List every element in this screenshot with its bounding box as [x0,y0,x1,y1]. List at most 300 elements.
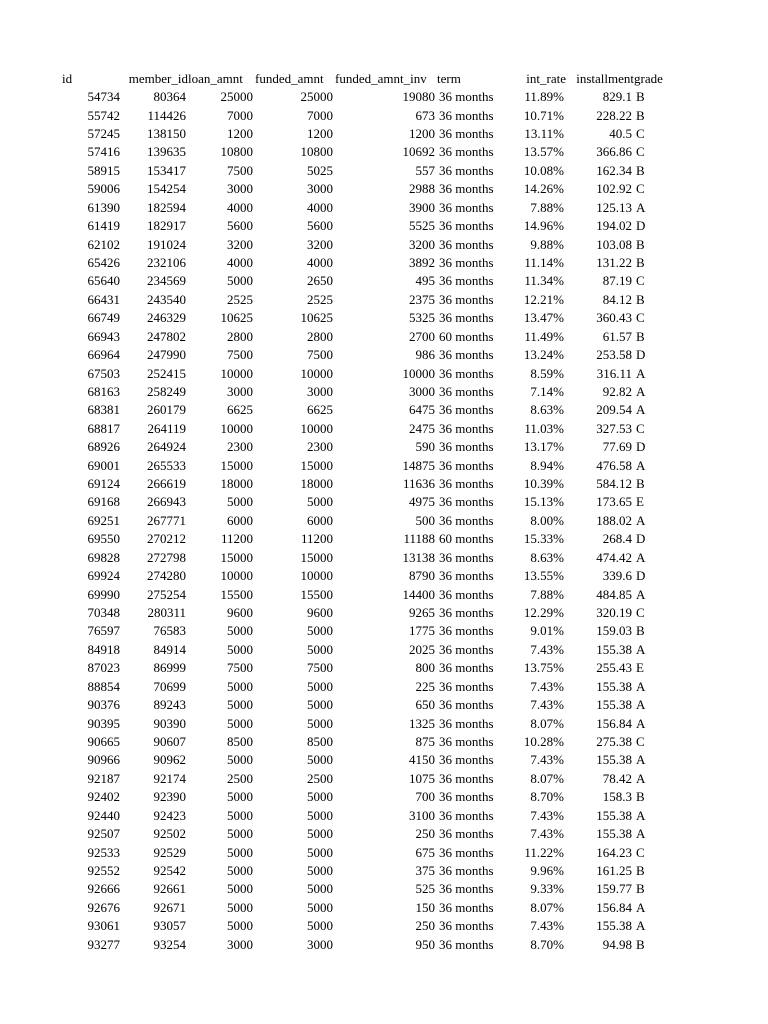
cell-funded-amnt: 11200 [300,531,333,547]
cell-int-rate: 11.34% [524,273,564,289]
cell-grade: C [636,144,645,160]
cell-term: 36 months [439,89,494,105]
table-row [62,364,670,382]
cell-installment: 84.12 [602,291,632,307]
cell-funded-amnt: 25000 [300,89,333,105]
cell-funded-amnt: 5000 [307,826,333,842]
cell-installment: 155.38 [596,826,632,842]
cell-id: 90376 [87,697,120,713]
cell-funded-amnt: 5000 [307,807,333,823]
cell-int-rate: 13.75% [523,660,564,676]
cell-grade: B [636,291,645,307]
cell-loan-amnt: 5000 [227,715,253,731]
cell-funded-amnt-inv: 2375 [409,291,435,307]
cell-int-rate: 7.14% [530,383,564,399]
cell-installment: 584.12 [596,476,632,492]
cell-id: 92666 [87,881,120,897]
cell-funded-amnt-inv: 225 [415,678,435,694]
cell-funded-amnt-inv: 10692 [402,144,435,160]
table-row [62,125,670,143]
cell-loan-amnt: 5000 [227,862,253,878]
cell-grade: B [636,236,645,252]
table-row [62,659,670,677]
cell-installment: 158.3 [602,789,632,805]
cell-funded-amnt: 2500 [307,770,333,786]
cell-grade: B [636,107,645,123]
table-row [62,309,670,327]
cell-funded-amnt-inv: 1200 [409,126,435,142]
table-row [62,825,670,843]
cell-id: 55742 [87,107,120,123]
cell-loan-amnt: 5000 [227,623,253,639]
cell-member-id: 92671 [153,899,186,915]
cell-member-id: 182917 [147,218,186,234]
cell-term: 36 months [439,144,494,160]
cell-member-id: 92542 [153,862,186,878]
cell-loan-amnt: 4000 [227,199,253,215]
cell-installment: 155.38 [596,807,632,823]
cell-member-id: 272798 [147,549,186,565]
table-row [62,622,670,640]
cell-installment: 159.77 [596,881,632,897]
cell-funded-amnt: 7500 [307,347,333,363]
cell-member-id: 247990 [147,347,186,363]
cell-int-rate: 8.07% [530,715,564,731]
cell-funded-amnt-inv: 250 [415,826,435,842]
cell-funded-amnt: 9600 [307,605,333,621]
table-row [62,180,670,198]
table-row [62,493,670,511]
cell-installment: 484.85 [596,586,632,602]
cell-id: 90395 [87,715,120,731]
cell-funded-amnt-inv: 590 [415,439,435,455]
cell-id: 84918 [87,641,120,657]
cell-funded-amnt-inv: 495 [415,273,435,289]
cell-installment: 40.5 [609,126,632,142]
cell-id: 58915 [87,162,120,178]
cell-funded-amnt: 5000 [307,678,333,694]
cell-grade: B [636,162,645,178]
cell-funded-amnt: 15000 [300,457,333,473]
cell-member-id: 252415 [147,365,186,381]
cell-funded-amnt-inv: 557 [415,162,435,178]
cell-member-id: 191024 [147,236,186,252]
cell-member-id: 90390 [153,715,186,731]
cell-installment: 155.38 [596,697,632,713]
cell-member-id: 92529 [153,844,186,860]
cell-funded-amnt: 7500 [307,660,333,676]
header-member-id: member_id [128,71,188,86]
table-row [62,751,670,769]
header-funded-amnt-inv: funded_amnt_inv [335,71,427,86]
cell-term: 36 months [439,291,494,307]
cell-term: 36 months [439,568,494,584]
cell-loan-amnt: 3000 [227,383,253,399]
cell-member-id: 92390 [153,789,186,805]
cell-loan-amnt: 7500 [227,162,253,178]
cell-member-id: 86999 [153,660,186,676]
cell-funded-amnt: 3000 [307,383,333,399]
table-row [62,162,670,180]
cell-installment: 159.03 [596,623,632,639]
cell-term: 36 months [439,678,494,694]
cell-grade: B [636,862,645,878]
cell-installment: 162.34 [596,162,632,178]
cell-member-id: 92423 [153,807,186,823]
cell-member-id: 264119 [147,420,186,436]
cell-loan-amnt: 15500 [220,586,253,602]
cell-funded-amnt-inv: 650 [415,697,435,713]
table-row [62,641,670,659]
cell-funded-amnt: 8500 [307,733,333,749]
table-row [62,346,670,364]
cell-int-rate: 13.47% [523,310,564,326]
cell-id: 93277 [87,936,120,952]
cell-grade: A [636,752,646,768]
cell-funded-amnt: 5000 [307,623,333,639]
cell-funded-amnt: 3000 [307,936,333,952]
cell-id: 69828 [87,549,120,565]
cell-member-id: 92502 [153,826,186,842]
cell-installment: 173.65 [596,494,632,510]
cell-term: 36 months [439,936,494,952]
table-row [62,291,670,309]
table-row [62,899,670,917]
cell-installment: 194.02 [596,218,632,234]
cell-term: 36 months [439,199,494,215]
cell-installment: 474.42 [596,549,632,565]
cell-member-id: 264924 [147,439,186,455]
cell-term: 36 months [439,402,494,418]
table-row [62,217,670,235]
cell-int-rate: 9.96% [530,862,564,878]
cell-funded-amnt-inv: 19080 [402,89,435,105]
cell-term: 36 months [439,715,494,731]
cell-installment: 339.6 [602,568,632,584]
cell-id: 93061 [87,918,120,934]
cell-id: 92440 [87,807,120,823]
cell-funded-amnt-inv: 14400 [402,586,435,602]
table-row [62,678,670,696]
cell-member-id: 89243 [153,697,186,713]
cell-funded-amnt: 5000 [307,899,333,915]
cell-int-rate: 11.14% [524,255,564,270]
table-row [62,880,670,898]
cell-grade: C [636,273,645,289]
cell-funded-amnt: 2650 [307,273,333,289]
cell-grade: C [636,733,645,749]
cell-installment: 253.58 [596,347,632,363]
cell-loan-amnt: 2300 [227,439,253,455]
cell-installment: 164.23 [596,844,632,860]
cell-funded-amnt-inv: 11636 [402,476,435,492]
cell-grade: A [636,512,646,528]
cell-term: 36 months [439,881,494,897]
cell-int-rate: 11.89% [524,89,564,105]
cell-loan-amnt: 5000 [227,752,253,768]
table-row [62,549,670,567]
cell-funded-amnt-inv: 250 [415,918,435,934]
cell-loan-amnt: 8500 [227,733,253,749]
cell-int-rate: 10.71% [523,107,564,123]
cell-int-rate: 8.94% [530,457,564,473]
cell-term: 36 months [439,660,494,676]
cell-term: 36 months [439,549,494,565]
cell-id: 68817 [87,420,120,436]
cell-term: 36 months [439,605,494,621]
cell-term: 36 months [439,365,494,381]
cell-term: 36 months [439,752,494,768]
cell-term: 36 months [439,255,494,270]
cell-member-id: 260179 [147,402,186,418]
cell-int-rate: 7.43% [530,918,564,934]
cell-id: 62102 [87,236,120,252]
cell-installment: 155.38 [596,678,632,694]
cell-member-id: 247802 [147,328,186,344]
cell-installment: 103.08 [596,236,632,252]
cell-installment: 228.22 [596,107,632,123]
cell-grade: A [636,678,646,694]
cell-grade: C [636,126,645,142]
table-row [62,438,670,456]
cell-grade: B [636,476,645,492]
cell-funded-amnt: 5000 [307,862,333,878]
cell-grade: A [636,807,646,823]
cell-member-id: 90607 [153,733,186,749]
cell-int-rate: 8.63% [530,549,564,565]
cell-funded-amnt-inv: 675 [415,844,435,860]
cell-int-rate: 8.07% [530,899,564,915]
cell-loan-amnt: 3000 [227,181,253,197]
cell-int-rate: 10.28% [523,733,564,749]
table-row [62,843,670,861]
cell-loan-amnt: 6625 [227,402,253,418]
cell-funded-amnt-inv: 700 [415,789,435,805]
cell-funded-amnt: 10625 [300,310,333,326]
cell-funded-amnt-inv: 2025 [409,641,435,657]
cell-funded-amnt: 2800 [307,328,333,344]
cell-grade: A [636,770,646,786]
cell-grade: E [636,660,644,676]
cell-installment: 94.98 [602,936,632,952]
cell-funded-amnt: 5000 [307,494,333,510]
cell-loan-amnt: 5000 [227,844,253,860]
cell-loan-amnt: 10000 [220,568,253,584]
cell-int-rate: 14.96% [523,218,564,234]
cell-member-id: 270212 [147,531,186,547]
table-row [62,917,670,935]
table-row [62,585,670,603]
cell-term: 36 months [439,181,494,197]
cell-term: 36 months [439,420,494,436]
header-id: id [62,71,73,86]
cell-grade: D [636,568,646,584]
cell-loan-amnt: 5000 [227,494,253,510]
table-row [62,88,670,106]
cell-loan-amnt: 10625 [220,310,253,326]
cell-installment: 209.54 [596,402,632,418]
cell-member-id: 153417 [147,162,186,178]
cell-grade: B [636,328,645,344]
cell-funded-amnt-inv: 14875 [402,457,435,473]
cell-funded-amnt-inv: 3200 [409,236,435,252]
cell-term: 36 months [439,273,494,289]
cell-loan-amnt: 2500 [227,770,253,786]
cell-int-rate: 13.24% [523,347,564,363]
cell-id: 69251 [87,512,120,528]
cell-installment: 78.42 [602,770,632,786]
cell-int-rate: 9.88% [530,236,564,252]
cell-int-rate: 15.33% [523,531,564,547]
cell-funded-amnt: 10000 [300,568,333,584]
cell-term: 36 months [439,789,494,805]
cell-grade: C [636,181,645,197]
cell-funded-amnt: 18000 [300,476,333,492]
cell-member-id: 280311 [147,605,186,621]
cell-int-rate: 10.39% [523,476,564,492]
cell-term: 36 months [439,733,494,749]
cell-grade: A [636,715,646,731]
table-row [62,806,670,824]
cell-id: 92552 [87,862,120,878]
cell-funded-amnt: 5000 [307,697,333,713]
cell-id: 61419 [87,218,120,234]
cell-loan-amnt: 4000 [227,255,253,270]
cell-loan-amnt: 5000 [227,807,253,823]
cell-id: 69990 [87,586,120,602]
cell-loan-amnt: 5000 [227,678,253,694]
cell-funded-amnt: 3000 [307,181,333,197]
cell-int-rate: 11.03% [524,420,564,436]
cell-installment: 327.53 [596,420,632,436]
cell-int-rate: 12.29% [523,605,564,621]
cell-member-id: 92661 [153,881,186,897]
cell-id: 69168 [87,494,120,510]
cell-id: 68381 [87,402,120,418]
cell-funded-amnt: 6625 [307,402,333,418]
cell-int-rate: 8.07% [530,770,564,786]
cell-loan-amnt: 5000 [227,697,253,713]
cell-funded-amnt-inv: 1325 [409,715,435,731]
cell-term: 36 months [439,623,494,639]
cell-installment: 92.82 [602,383,632,399]
cell-term: 36 months [439,494,494,510]
cell-id: 61390 [87,199,120,215]
cell-funded-amnt: 10000 [300,365,333,381]
cell-id: 92676 [87,899,120,915]
cell-id: 92402 [87,789,120,805]
cell-loan-amnt: 15000 [220,549,253,565]
cell-grade: E [636,494,644,510]
cell-term: 36 months [439,899,494,915]
cell-funded-amnt-inv: 4975 [409,494,435,510]
cell-id: 69924 [87,568,120,584]
table-row [62,106,670,124]
cell-installment: 366.86 [596,144,632,160]
cell-loan-amnt: 5000 [227,273,253,289]
cell-installment: 155.38 [596,918,632,934]
table-row [62,935,670,953]
cell-member-id: 93254 [153,936,186,952]
cell-member-id: 154254 [147,181,186,197]
cell-id: 69124 [87,476,120,492]
cell-id: 59006 [87,181,120,197]
cell-term: 36 months [439,862,494,878]
cell-member-id: 76583 [153,623,186,639]
cell-loan-amnt: 5000 [227,918,253,934]
cell-id: 70348 [87,605,120,621]
cell-grade: C [636,310,645,326]
table-row [62,383,670,401]
cell-int-rate: 8.63% [530,402,564,418]
table-row [62,199,670,217]
cell-int-rate: 8.59% [530,365,564,381]
cell-int-rate: 14.26% [523,181,564,197]
cell-loan-amnt: 25000 [220,89,253,105]
cell-funded-amnt: 2300 [307,439,333,455]
cell-installment: 188.02 [596,512,632,528]
cell-int-rate: 10.08% [523,162,564,178]
cell-id: 67503 [87,365,120,381]
cell-funded-amnt-inv: 375 [415,862,435,878]
cell-id: 92187 [87,770,120,786]
header-grade: grade [634,71,663,86]
cell-member-id: 114426 [147,107,186,123]
table-row [62,567,670,585]
cell-funded-amnt-inv: 986 [415,347,435,363]
cell-id: 68163 [87,383,120,399]
table-row [62,475,670,493]
cell-funded-amnt: 7000 [307,107,333,123]
cell-id: 57416 [87,144,120,160]
cell-term: 36 months [439,586,494,602]
cell-grade: C [636,844,645,860]
cell-int-rate: 7.43% [530,752,564,768]
cell-term: 36 months [439,439,494,455]
cell-member-id: 93057 [153,918,186,934]
cell-member-id: 90962 [153,752,186,768]
cell-funded-amnt: 5000 [307,844,333,860]
cell-funded-amnt-inv: 5525 [409,218,435,234]
cell-funded-amnt-inv: 1775 [409,623,435,639]
table-row [62,696,670,714]
table-row [62,254,670,272]
loan-data-table [62,70,670,954]
cell-funded-amnt-inv: 9265 [409,605,435,621]
cell-grade: B [636,255,645,270]
header-row [62,70,670,88]
cell-funded-amnt: 3200 [307,236,333,252]
cell-id: 65426 [87,255,120,270]
cell-grade: B [636,789,645,805]
cell-installment: 275.38 [596,733,632,749]
cell-funded-amnt-inv: 13138 [402,549,435,565]
cell-int-rate: 13.55% [523,568,564,584]
cell-funded-amnt-inv: 8790 [409,568,435,584]
cell-loan-amnt: 5000 [227,641,253,657]
cell-installment: 156.84 [596,899,632,915]
cell-term: 36 months [439,236,494,252]
cell-int-rate: 7.43% [530,641,564,657]
cell-term: 60 months [439,328,494,344]
header-installment: installment [576,71,634,86]
cell-grade: A [636,383,646,399]
cell-installment: 320.19 [596,605,632,621]
cell-funded-amnt-inv: 950 [415,936,435,952]
cell-id: 69001 [87,457,120,473]
cell-member-id: 232106 [147,255,186,270]
table-row [62,512,670,530]
